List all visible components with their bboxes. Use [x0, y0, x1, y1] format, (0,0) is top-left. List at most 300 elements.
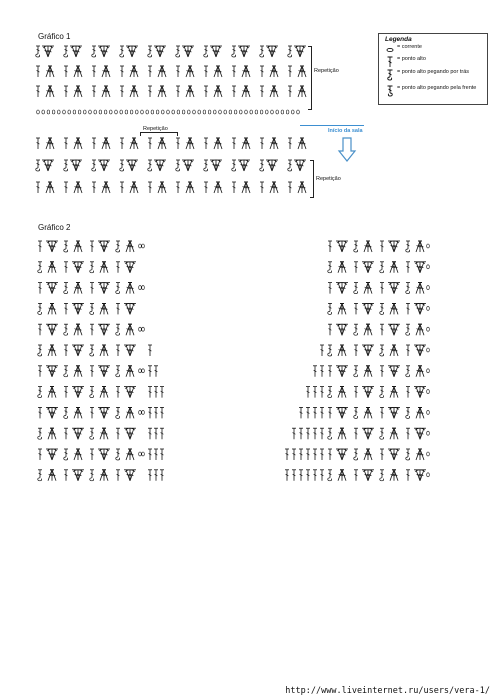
increase-stitch-mark — [299, 449, 303, 460]
double-crochet-mark — [90, 283, 94, 294]
legend-item-chain: = corrente — [383, 44, 485, 56]
post-stitch-mark — [380, 428, 384, 439]
fan-stitch-left — [182, 160, 188, 171]
repeat-label-top: Repetição — [143, 126, 168, 132]
increase-stitch-mark — [306, 387, 310, 398]
fan-stitch-left — [336, 241, 342, 252]
double-crochet-mark — [288, 66, 292, 77]
post-stitch-mark — [260, 160, 264, 171]
chain-row-mark — [125, 110, 128, 114]
double-crochet-mark — [90, 324, 94, 335]
double-crochet-mark — [116, 470, 120, 481]
post-stitch-mark — [90, 387, 94, 398]
double-crochet-mark — [354, 262, 358, 273]
edge-chain-mark — [139, 410, 142, 414]
fan-stitch-left — [70, 46, 76, 57]
chain-row-mark — [130, 110, 133, 114]
edge-chain-mark — [427, 244, 430, 248]
edge-chain-mark — [427, 431, 430, 435]
legend-item-front-post: = ponto alto pegando pela frente — [383, 85, 485, 99]
post-stitch-mark — [90, 470, 94, 481]
repeat-bracket-top — [140, 132, 178, 136]
double-crochet-mark — [328, 449, 332, 460]
post-stitch-mark — [64, 407, 68, 418]
fan-stitch-left — [154, 160, 160, 171]
chain-row-mark — [94, 110, 97, 114]
fan-stitch-left — [210, 160, 216, 171]
chain-row-mark — [271, 110, 274, 114]
post-stitch-mark — [380, 303, 384, 314]
edge-chain-mark — [142, 410, 145, 414]
post-stitch-mark — [328, 470, 332, 481]
edge-chain-mark — [427, 265, 430, 269]
increase-stitch-mark — [148, 366, 152, 377]
post-stitch-mark — [380, 345, 384, 356]
increase-stitch-mark — [292, 428, 296, 439]
edge-chain-mark — [142, 327, 145, 331]
double-crochet-mark — [64, 387, 68, 398]
double-crochet-mark — [406, 470, 410, 481]
post-stitch-mark — [90, 428, 94, 439]
chain-row-mark — [255, 110, 258, 114]
chain-row-mark — [172, 110, 175, 114]
chain-row-mark — [146, 110, 149, 114]
fan-stitch-left — [42, 160, 48, 171]
increase-stitch-mark — [148, 428, 152, 439]
post-stitch-mark — [288, 160, 292, 171]
fan-stitch-left — [266, 160, 272, 171]
edge-chain-mark — [427, 473, 430, 477]
post-stitch-mark — [92, 46, 96, 57]
double-crochet-mark — [204, 182, 208, 193]
increase-stitch-mark — [154, 387, 158, 398]
post-stitch-mark — [204, 46, 208, 57]
edge-chain-mark — [427, 410, 430, 414]
fan-stitch-left — [98, 283, 104, 294]
post-stitch-mark — [380, 470, 384, 481]
increase-stitch-mark — [320, 449, 324, 460]
fan-stitch-left — [294, 160, 300, 171]
chain-row-mark — [219, 110, 222, 114]
fan-stitch-left — [42, 46, 48, 57]
chart2-title: Gráfico 2 — [38, 223, 71, 232]
increase-stitch-mark — [148, 470, 152, 481]
fan-stitch-left — [336, 283, 342, 294]
fan-stitch-left — [362, 262, 368, 273]
chain-row-mark — [104, 110, 107, 114]
chain-row-mark — [84, 110, 87, 114]
chain-row-mark — [89, 110, 92, 114]
double-crochet-mark — [176, 66, 180, 77]
double-crochet-mark — [116, 387, 120, 398]
increase-stitch-mark — [313, 428, 317, 439]
double-crochet-mark — [120, 66, 124, 77]
double-crochet-mark — [148, 66, 152, 77]
fan-stitch-left — [72, 470, 78, 481]
increase-stitch-mark — [313, 366, 317, 377]
fan-stitch-left — [46, 324, 52, 335]
edge-chain-mark — [139, 244, 142, 248]
post-stitch-mark — [260, 46, 264, 57]
double-crochet-mark — [380, 283, 384, 294]
fan-stitch-left — [154, 46, 160, 57]
double-crochet-mark — [64, 303, 68, 314]
fan-stitch-left — [46, 241, 52, 252]
increase-stitch-mark — [154, 366, 158, 377]
double-crochet-mark — [232, 86, 236, 97]
fan-stitch-left — [72, 428, 78, 439]
post-stitch-mark — [354, 283, 358, 294]
double-crochet-mark — [328, 324, 332, 335]
chain-row-mark — [63, 110, 66, 114]
post-stitch-mark — [64, 449, 68, 460]
increase-stitch-mark — [320, 428, 324, 439]
double-crochet-mark — [328, 407, 332, 418]
fan-stitch-left — [336, 449, 342, 460]
double-crochet-mark — [36, 182, 40, 193]
fan-stitch-left — [46, 283, 52, 294]
edge-chain-mark — [142, 452, 145, 456]
post-stitch-mark — [204, 160, 208, 171]
double-crochet-mark — [64, 138, 68, 149]
chain-row-mark — [208, 110, 211, 114]
double-crochet-mark — [260, 66, 264, 77]
chain-row-mark — [286, 110, 289, 114]
double-crochet-mark — [406, 345, 410, 356]
chain-row-mark — [110, 110, 113, 114]
double-crochet-mark — [288, 138, 292, 149]
fan-stitch-left — [124, 470, 130, 481]
edge-chain-mark — [142, 369, 145, 373]
chain-row-mark — [167, 110, 170, 114]
fan-stitch-left — [46, 407, 52, 418]
fan-stitch-left — [414, 262, 420, 273]
post-stitch-mark — [380, 387, 384, 398]
chain-row-mark — [78, 110, 81, 114]
chain-row-mark — [162, 110, 165, 114]
double-crochet-mark — [64, 182, 68, 193]
fan-stitch-left — [294, 46, 300, 57]
fan-stitch-left — [124, 303, 130, 314]
double-crochet-mark — [176, 182, 180, 193]
fan-stitch-left — [124, 428, 130, 439]
fan-stitch-left — [46, 449, 52, 460]
fan-stitch-left — [362, 470, 368, 481]
legend-title: Legenda — [385, 36, 412, 43]
increase-stitch-mark — [313, 449, 317, 460]
increase-stitch-mark — [285, 470, 289, 481]
double-crochet-mark — [120, 182, 124, 193]
edge-chain-mark — [427, 286, 430, 290]
fan-stitch-left — [46, 366, 52, 377]
chain-row-mark — [68, 110, 71, 114]
increase-stitch-mark — [292, 470, 296, 481]
increase-stitch-mark — [306, 428, 310, 439]
chain-row-mark — [141, 110, 144, 114]
double-crochet-mark — [92, 182, 96, 193]
double-crochet-mark — [120, 86, 124, 97]
edge-chain-mark — [142, 286, 145, 290]
fan-stitch-left — [126, 160, 132, 171]
chain-row-mark — [193, 110, 196, 114]
chain-row-mark — [281, 110, 284, 114]
post-stitch-mark — [90, 345, 94, 356]
start-label: Início da sala — [328, 128, 363, 134]
source-url: http://www.liveinternet.ru/users/vera-1/ — [285, 686, 490, 696]
increase-stitch-mark — [285, 449, 289, 460]
post-stitch-mark — [148, 46, 152, 57]
double-crochet-mark — [116, 345, 120, 356]
fan-stitch-left — [124, 387, 130, 398]
edge-chain-mark — [427, 306, 430, 310]
post-stitch-mark — [354, 241, 358, 252]
chain-row-mark — [156, 110, 159, 114]
post-stitch-mark — [116, 283, 120, 294]
double-crochet-mark — [380, 366, 384, 377]
double-crochet-mark — [380, 324, 384, 335]
double-crochet-mark — [354, 428, 358, 439]
increase-stitch-mark — [148, 407, 152, 418]
edge-chain-mark — [142, 244, 145, 248]
fan-stitch-left — [210, 46, 216, 57]
post-stitch-mark — [116, 241, 120, 252]
double-crochet-mark — [354, 470, 358, 481]
fan-stitch-left — [388, 366, 394, 377]
fan-stitch-left — [98, 241, 104, 252]
double-crochet-mark — [116, 428, 120, 439]
double-crochet-mark — [64, 262, 68, 273]
chain-row-mark — [203, 110, 206, 114]
start-line — [300, 125, 364, 126]
chain-row-mark — [99, 110, 102, 114]
double-crochet-mark — [328, 366, 332, 377]
chain-row-mark — [229, 110, 232, 114]
increase-stitch-mark — [299, 428, 303, 439]
chain-row-mark — [37, 110, 40, 114]
fan-stitch-left — [336, 324, 342, 335]
increase-stitch-mark — [320, 407, 324, 418]
increase-stitch-mark — [154, 428, 158, 439]
fan-stitch-left — [414, 470, 420, 481]
chain-row-mark — [245, 110, 248, 114]
chain-row-mark — [177, 110, 180, 114]
post-stitch-mark — [328, 262, 332, 273]
double-crochet-mark — [36, 138, 40, 149]
double-crochet-mark — [64, 470, 68, 481]
chain-row-mark — [214, 110, 217, 114]
post-stitch-mark — [92, 160, 96, 171]
increase-stitch-mark — [320, 345, 324, 356]
fan-stitch-left — [124, 345, 130, 356]
legend-item-double-crochet: = ponto alto — [383, 56, 485, 68]
repeat-bracket-upper — [308, 46, 312, 110]
double-crochet-mark — [64, 66, 68, 77]
double-crochet-mark — [38, 324, 42, 335]
post-stitch-mark — [38, 345, 42, 356]
fan-stitch-left — [126, 46, 132, 57]
chain-row-mark — [115, 110, 118, 114]
fan-stitch-left — [98, 449, 104, 460]
repeat-label-upper: Repetição — [314, 68, 339, 74]
edge-chain-mark — [139, 327, 142, 331]
fan-stitch-left — [124, 262, 130, 273]
fan-stitch-left — [98, 46, 104, 57]
chain-row-mark — [182, 110, 185, 114]
chain-row-mark — [224, 110, 227, 114]
chain-row-mark — [240, 110, 243, 114]
fan-stitch-left — [362, 387, 368, 398]
post-stitch-mark — [354, 407, 358, 418]
chain-row-mark — [297, 110, 300, 114]
increase-stitch-mark — [306, 470, 310, 481]
double-crochet-mark — [260, 182, 264, 193]
chain-row-mark — [292, 110, 295, 114]
double-crochet-mark — [36, 86, 40, 97]
fan-stitch-left — [98, 324, 104, 335]
double-crochet-mark — [354, 345, 358, 356]
increase-stitch-mark — [320, 387, 324, 398]
chain-row-mark — [120, 110, 123, 114]
double-crochet-mark — [204, 66, 208, 77]
post-stitch-mark — [90, 262, 94, 273]
double-crochet-mark — [380, 449, 384, 460]
chain-row-mark — [52, 110, 55, 114]
double-crochet-mark — [176, 138, 180, 149]
post-stitch-mark — [232, 46, 236, 57]
fan-stitch-left — [182, 46, 188, 57]
post-stitch-mark — [38, 303, 42, 314]
post-stitch-mark — [116, 366, 120, 377]
double-crochet-mark — [38, 241, 42, 252]
double-crochet-mark — [38, 449, 42, 460]
post-stitch-mark — [120, 160, 124, 171]
fan-stitch-left — [266, 46, 272, 57]
fan-stitch-left — [414, 303, 420, 314]
post-stitch-mark — [328, 303, 332, 314]
fan-stitch-left — [362, 428, 368, 439]
post-stitch-mark — [116, 324, 120, 335]
post-stitch-mark — [116, 449, 120, 460]
double-crochet-mark — [64, 345, 68, 356]
increase-stitch-mark — [299, 407, 303, 418]
post-stitch-mark — [232, 160, 236, 171]
post-stitch-mark — [38, 387, 42, 398]
increase-stitch-mark — [313, 470, 317, 481]
post-stitch-mark — [328, 428, 332, 439]
repeat-bracket-lower — [310, 160, 314, 198]
increase-stitch-mark — [313, 407, 317, 418]
double-crochet-mark — [406, 262, 410, 273]
edge-chain-mark — [427, 452, 430, 456]
double-crochet-mark — [204, 86, 208, 97]
edge-chain-mark — [427, 327, 430, 331]
post-stitch-mark — [176, 46, 180, 57]
chain-row-mark — [250, 110, 253, 114]
post-stitch-mark — [116, 407, 120, 418]
edge-chain-mark — [139, 452, 142, 456]
edge-chain-mark — [139, 286, 142, 290]
double-crochet-mark — [406, 428, 410, 439]
increase-stitch-mark — [306, 407, 310, 418]
post-stitch-mark — [64, 241, 68, 252]
post-stitch-mark — [406, 283, 410, 294]
fan-stitch-left — [72, 345, 78, 356]
chart1-title: Gráfico 1 — [38, 32, 71, 41]
double-crochet-mark — [90, 407, 94, 418]
double-crochet-mark — [232, 182, 236, 193]
double-crochet-mark — [64, 428, 68, 439]
post-stitch-mark — [120, 46, 124, 57]
increase-stitch-mark — [320, 366, 324, 377]
post-stitch-mark — [354, 366, 358, 377]
double-crochet-mark — [148, 182, 152, 193]
increase-stitch-mark — [154, 407, 158, 418]
post-stitch-mark — [38, 428, 42, 439]
double-crochet-mark — [92, 138, 96, 149]
post-stitch-mark — [380, 262, 384, 273]
increase-stitch-mark — [160, 387, 164, 398]
post-stitch-mark — [64, 324, 68, 335]
post-stitch-mark — [38, 262, 42, 273]
chain-row-mark — [198, 110, 201, 114]
fan-stitch-left — [238, 46, 244, 57]
fan-stitch-left — [72, 262, 78, 273]
double-crochet-mark — [232, 138, 236, 149]
double-crochet-mark — [380, 241, 384, 252]
post-stitch-mark — [64, 160, 68, 171]
chain-row-mark — [42, 110, 45, 114]
double-crochet-mark — [148, 86, 152, 97]
post-stitch-mark — [406, 324, 410, 335]
post-stitch-mark — [90, 303, 94, 314]
double-crochet-mark — [328, 283, 332, 294]
increase-stitch-mark — [154, 470, 158, 481]
post-stitch-mark — [328, 345, 332, 356]
increase-stitch-mark — [154, 449, 158, 460]
double-crochet-mark — [354, 303, 358, 314]
post-stitch-mark — [176, 160, 180, 171]
increase-stitch-mark — [148, 345, 152, 356]
double-crochet-mark — [92, 66, 96, 77]
post-stitch-mark — [288, 46, 292, 57]
increase-stitch-mark — [160, 428, 164, 439]
double-crochet-mark — [406, 303, 410, 314]
fan-stitch-left — [98, 407, 104, 418]
fan-stitch-left — [72, 303, 78, 314]
increase-stitch-mark — [306, 449, 310, 460]
double-crochet-mark — [116, 262, 120, 273]
chain-row-mark — [266, 110, 269, 114]
post-stitch-mark — [64, 366, 68, 377]
double-crochet-mark — [64, 86, 68, 97]
chain-row-mark — [47, 110, 50, 114]
legend-item-back-post: = ponto alto pegando por trás — [383, 69, 485, 83]
fan-stitch-left — [414, 387, 420, 398]
increase-stitch-mark — [160, 449, 164, 460]
double-crochet-mark — [260, 138, 264, 149]
down-arrow-icon — [338, 137, 356, 163]
double-crochet-mark — [90, 241, 94, 252]
increase-stitch-mark — [160, 470, 164, 481]
double-crochet-mark — [288, 182, 292, 193]
post-stitch-mark — [36, 46, 40, 57]
post-stitch-mark — [406, 449, 410, 460]
double-crochet-mark — [380, 407, 384, 418]
fan-stitch-left — [336, 366, 342, 377]
edge-chain-mark — [139, 369, 142, 373]
chain-row-mark — [234, 110, 237, 114]
post-stitch-mark — [328, 387, 332, 398]
